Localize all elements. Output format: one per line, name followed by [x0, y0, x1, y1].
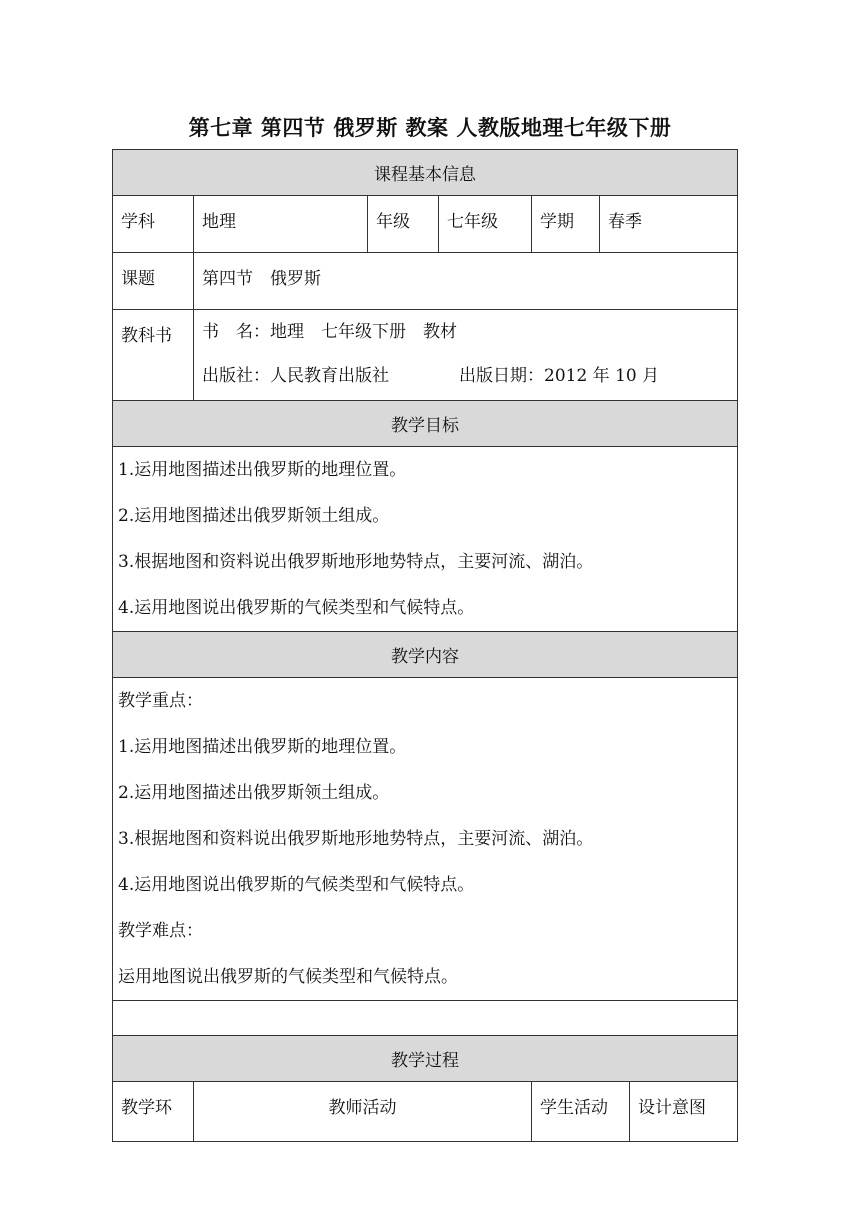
- goals-list: [113, 447, 738, 632]
- grade-value: 七年级: [439, 196, 532, 253]
- process-header: 教学过程: [113, 1036, 738, 1082]
- publisher-line: [202, 354, 729, 398]
- topic-value: 第四节 俄罗斯: [194, 253, 738, 310]
- textbook-label: 教科书: [113, 310, 194, 401]
- pub-date-label: 出版日期：: [459, 366, 544, 386]
- key-points-label: 教学重点：: [118, 691, 203, 711]
- book-name-value: 地理 七年级下册 教材: [270, 322, 457, 342]
- key-point-item: 1.运用地图描述出俄罗斯的地理位置。: [118, 737, 407, 757]
- difficulty-label: 教学难点：: [118, 921, 203, 941]
- process-col-teacher: 教师活动: [194, 1082, 532, 1142]
- process-col-student: 学生活动: [532, 1082, 630, 1142]
- topic-label: 课题: [113, 253, 194, 310]
- content-header: 教学内容: [113, 632, 738, 678]
- book-name-line: [202, 310, 729, 354]
- book-name-label: 书 名：: [202, 322, 270, 342]
- document-title: 第七章 第四节 俄罗斯 教案 人教版地理七年级下册: [188, 116, 672, 140]
- blank-row: [113, 1001, 738, 1036]
- key-point-item: 3.根据地图和资料说出俄罗斯地形地势特点，主要河流、湖泊。: [118, 829, 594, 849]
- term-label: 学期: [532, 196, 600, 253]
- goal-item: 3.根据地图和资料说出俄罗斯地形地势特点，主要河流、湖泊。: [118, 552, 594, 572]
- basic-info-header: 课程基本信息: [113, 150, 738, 196]
- process-col-intent: 设计意图: [630, 1082, 738, 1142]
- process-col-stage: 教学环: [113, 1082, 194, 1142]
- goal-item: 2.运用地图描述出俄罗斯领土组成。: [118, 506, 390, 526]
- publisher-value: 人民教育出版社: [270, 366, 389, 386]
- lesson-plan-table: [112, 149, 738, 1142]
- key-point-item: 2.运用地图描述出俄罗斯领土组成。: [118, 783, 390, 803]
- subject-value: 地理: [194, 196, 368, 253]
- grade-label: 年级: [368, 196, 439, 253]
- term-value: 春季: [600, 196, 738, 253]
- pub-date-value: 2012 年 10 月: [544, 366, 660, 386]
- content-body: [113, 678, 738, 1001]
- goal-item: 1.运用地图描述出俄罗斯的地理位置。: [118, 460, 407, 480]
- goal-item: 4.运用地图说出俄罗斯的气候类型和气候特点。: [118, 598, 475, 618]
- publisher-label: 出版社：: [202, 366, 270, 386]
- textbook-info: [194, 310, 738, 401]
- difficulty-item: 运用地图说出俄罗斯的气候类型和气候特点。: [118, 967, 458, 987]
- goals-header: 教学目标: [113, 401, 738, 447]
- subject-label: 学科: [113, 196, 194, 253]
- key-point-item: 4.运用地图说出俄罗斯的气候类型和气候特点。: [118, 875, 475, 895]
